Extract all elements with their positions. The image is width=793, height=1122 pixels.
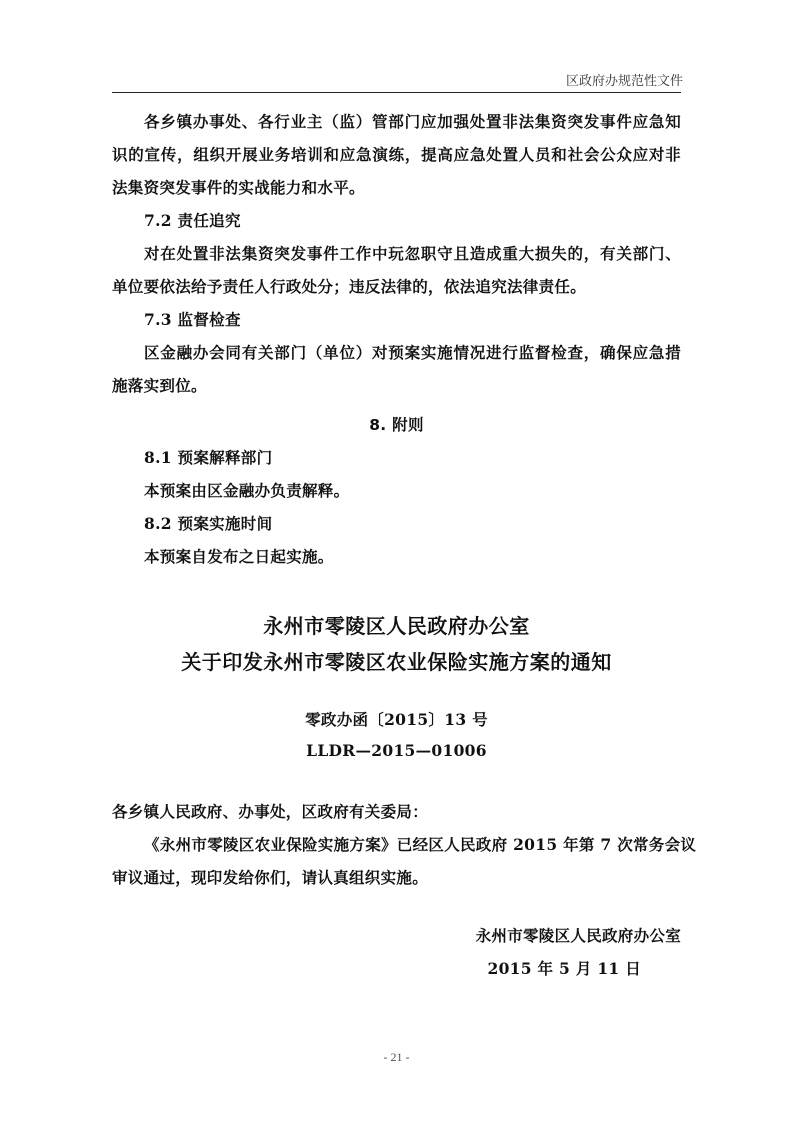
notice-title-line-2: 关于印发永州市零陵区农业保险实施方案的通知 — [181, 650, 612, 674]
subheading-7-2: 7.2 责任追究 — [144, 211, 241, 230]
paragraph-line: 单位要依法给予责任人行政处分；违反法律的，依法追究法律责任。 — [112, 277, 587, 296]
paragraph-line: 对在处置非法集资突发事件工作中玩忽职守且造成重大损失的，有关部门、 — [144, 244, 681, 263]
issue-date: 2015 年 5 月 11 日 — [487, 959, 641, 978]
paragraph-line: 识的宣传，组织开展业务培训和应急演练，提高应急处置人员和社会公众应对非 — [112, 145, 681, 164]
section-8-heading: 8. 附则 — [369, 416, 424, 434]
subheading-8-2: 8.2 预案实施时间 — [144, 514, 273, 533]
paragraph-line: 本预案自发布之日起实施。 — [144, 547, 334, 566]
subheading-7-3: 7.3 监督检查 — [144, 310, 241, 329]
paragraph-line: 区金融办会同有关部门（单位）对预案实施情况进行监督检查，确保应急措 — [144, 343, 681, 362]
running-header: 区政府办规范性文件 — [565, 74, 683, 89]
document-number: 零政办函〔2015〕13 号 — [305, 710, 488, 729]
paragraph-line: 审议通过，现印发给你们，请认真组织实施。 — [112, 868, 429, 887]
paragraph-line: 法集资突发事件的实战能力和水平。 — [112, 178, 365, 197]
addressee: 各乡镇人民政府、办事处，区政府有关委局： — [112, 802, 429, 821]
subheading-8-1: 8.1 预案解释部门 — [144, 448, 273, 467]
registration-code: LLDR—2015—01006 — [306, 741, 487, 760]
notice-title-line-1: 永州市零陵区人民政府办公室 — [263, 614, 530, 638]
paragraph-line: 《永州市零陵区农业保险实施方案》已经区人民政府 2015 年第 7 次常务会议 — [144, 835, 697, 854]
header-divider — [112, 92, 681, 93]
paragraph-line: 本预案由区金融办负责解释。 — [144, 481, 350, 500]
paragraph-line: 各乡镇办事处、各行业主（监）管部门应加强处置非法集资突发事件应急知 — [144, 112, 681, 131]
page-number: - 21 - — [383, 1050, 410, 1064]
paragraph-line: 施落实到位。 — [112, 376, 207, 395]
signature: 永州市零陵区人民政府办公室 — [475, 926, 681, 945]
